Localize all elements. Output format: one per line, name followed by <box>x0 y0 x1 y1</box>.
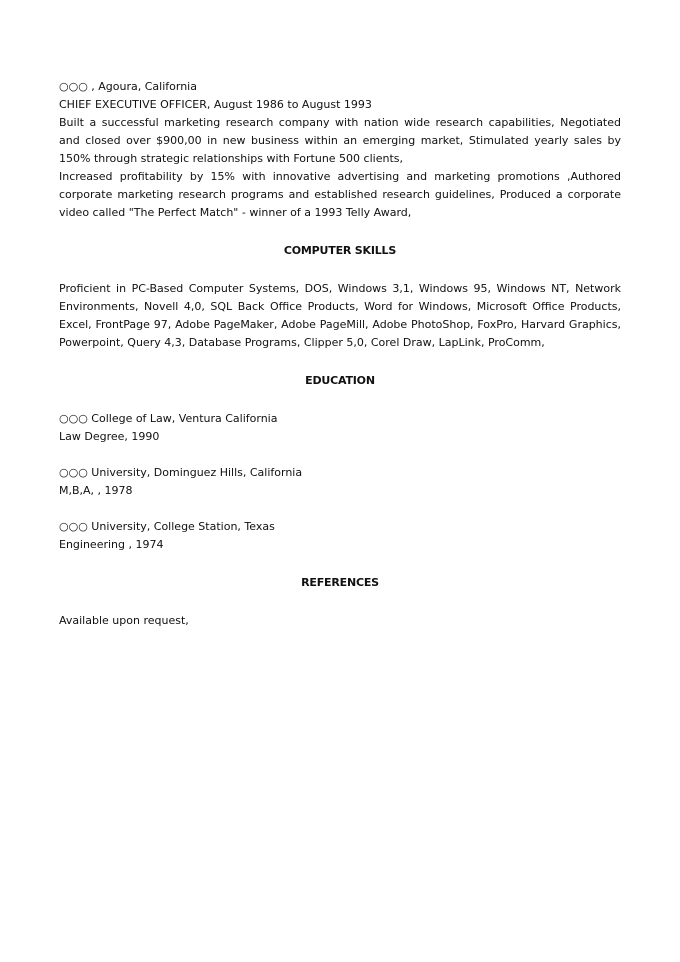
references-text: Available upon request, <box>59 614 189 627</box>
references-heading: REFERENCES <box>301 576 379 589</box>
education-school-3: ○○○ University, College Station, Texas <box>59 520 275 533</box>
education-heading: EDUCATION <box>305 374 375 387</box>
computer-skills-heading: COMPUTER SKILLS <box>283 244 397 257</box>
education-degree-1: Law Degree, 1990 <box>59 430 160 443</box>
resume-page <box>59 78 621 630</box>
education-degree-2: M,B,A, , 1978 <box>59 484 133 497</box>
position-line: CHIEF EXECUTIVE OFFICER, August 1986 to August 1993 <box>59 98 372 111</box>
computer-skills-text: Proficient in PC-Based Computer Systems, DOS, Windows 3,1, Windows 95, Windows NT, Network Environments, Novell 4,0, SQL Back Office Products, Word for Windows, Microsoft Office Products, Excel, FrontPage 97, Adobe PageMaker, Adobe PageMill, Adobe PhotoShop, FoxPro, Harvard Graphics, Powerpoint, Query 4,3, Database Programs, Clipper 5,0, Corel Draw, LapLink, ProComm, <box>59 282 621 349</box>
company-line: ○○○ , Agoura, California <box>59 80 197 93</box>
education-school-2: ○○○ University, Dominguez Hills, California <box>59 466 303 479</box>
experience-paragraph-2: Increased profitability by 15% with innovative advertising and marketing promotions ,Authored corporate marketing research programs and established research guidelines, Produced a corporate video called "The Perfect Match" - winner of a 1993 Telly Award, <box>59 170 621 219</box>
experience-paragraph-1: Built a successful marketing research company with nation wide research capabilities, Negotiated and closed over $900,00 in new business within an emerging market, Stimulated yearly sales by 150% through strategic relationships with Fortune 500 clients, <box>59 116 621 165</box>
education-school-1: ○○○ College of Law, Ventura California <box>59 412 278 425</box>
education-degree-3: Engineering , 1974 <box>59 538 164 551</box>
